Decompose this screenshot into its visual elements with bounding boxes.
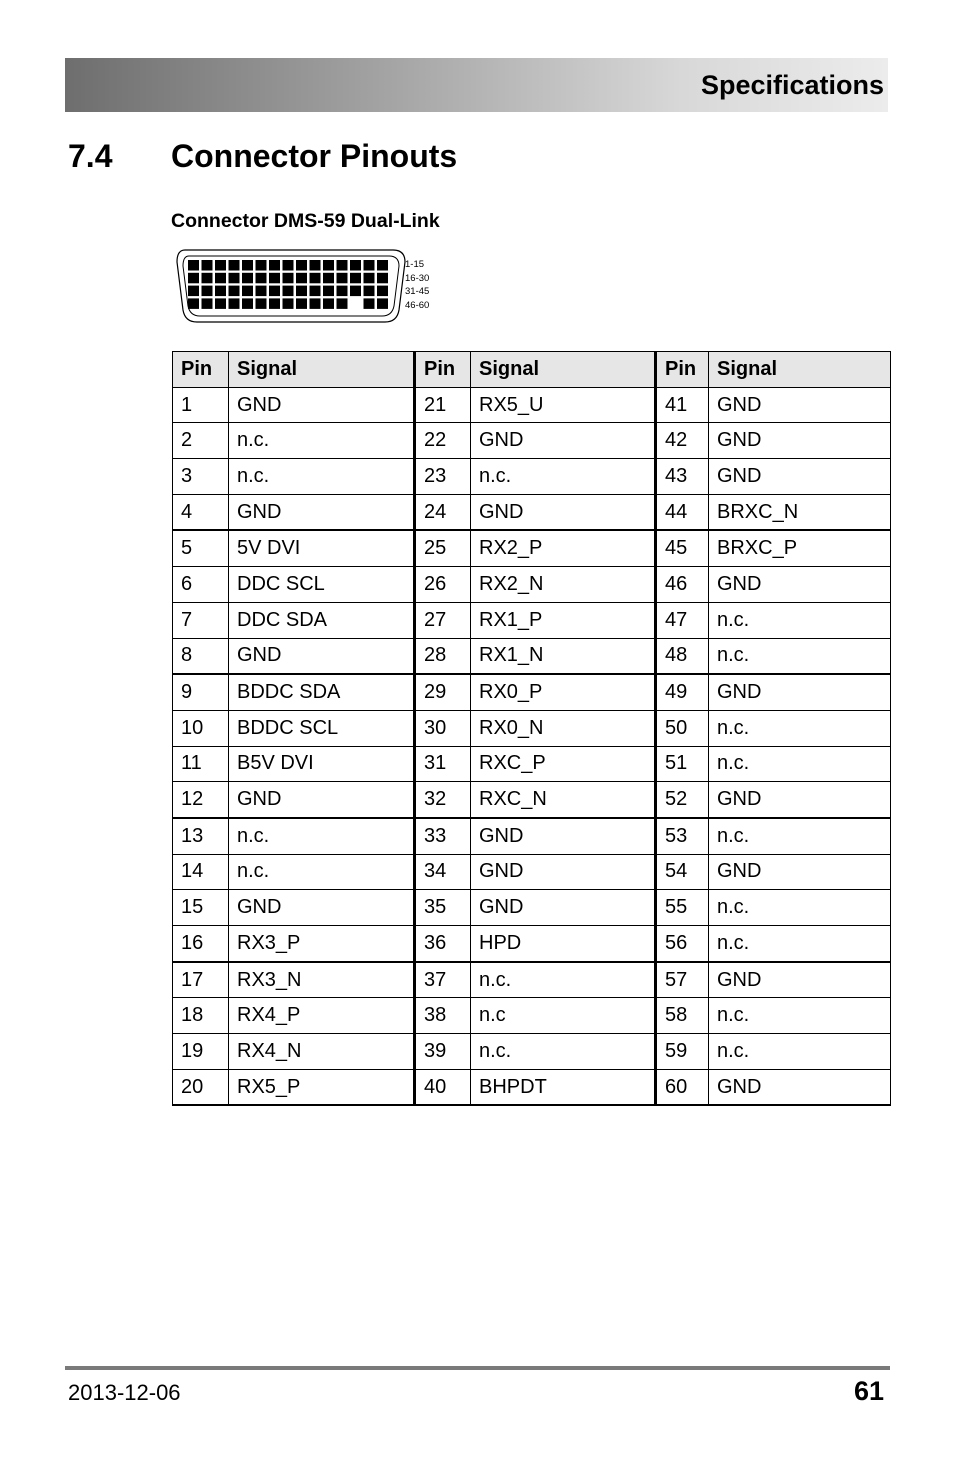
pin-number-cell: 22 xyxy=(415,423,471,459)
table-row xyxy=(173,962,891,998)
pin-number-cell: 52 xyxy=(656,782,709,818)
signal-cell: RX1_N xyxy=(471,638,656,674)
pin-number-cell: 46 xyxy=(656,567,709,603)
page-number: 61 xyxy=(853,1376,884,1406)
pin-number-cell: 30 xyxy=(415,710,471,746)
connector-pin xyxy=(337,298,348,309)
table-row xyxy=(173,602,891,638)
footer-divider xyxy=(65,1366,890,1370)
connector-pin xyxy=(269,298,280,309)
connector-pin xyxy=(242,260,253,271)
connector-pin xyxy=(310,260,321,271)
pin-number-cell: 57 xyxy=(656,962,709,998)
pin-number-cell: 26 xyxy=(415,567,471,603)
column-header: Pin xyxy=(415,352,471,388)
connector-pin xyxy=(202,260,213,271)
connector-pin xyxy=(229,298,240,309)
row-label: 16-30 xyxy=(405,272,430,284)
signal-cell: GND xyxy=(471,423,656,459)
signal-cell: BHPDT xyxy=(471,1069,656,1105)
table-row xyxy=(173,782,891,818)
signal-cell: n.c. xyxy=(709,746,891,782)
pin-number-cell: 45 xyxy=(656,530,709,566)
pin-number-cell: 37 xyxy=(415,962,471,998)
pin-number-cell: 29 xyxy=(415,674,471,710)
connector-pin xyxy=(310,286,321,297)
connector-pin xyxy=(202,298,213,309)
connector-pin xyxy=(377,286,388,297)
row-label: 46-60 xyxy=(405,299,430,311)
connector-pin xyxy=(188,298,199,309)
signal-cell: GND xyxy=(229,494,415,530)
connector-pin xyxy=(364,273,375,284)
column-header: Pin xyxy=(656,352,709,388)
pin-number-cell: 9 xyxy=(173,674,229,710)
connector-pin xyxy=(310,273,321,284)
pin-number-cell: 39 xyxy=(415,1034,471,1070)
signal-cell: GND xyxy=(709,674,891,710)
table-row xyxy=(173,1034,891,1070)
signal-cell: RX2_P xyxy=(471,530,656,566)
pin-number-cell: 13 xyxy=(173,818,229,854)
signal-cell: RX4_N xyxy=(229,1034,415,1070)
connector-pin xyxy=(229,260,240,271)
pin-number-cell: 47 xyxy=(656,602,709,638)
connector-pin xyxy=(337,273,348,284)
connector-pin xyxy=(283,260,294,271)
signal-cell: RX0_N xyxy=(471,710,656,746)
pin-number-cell: 41 xyxy=(656,387,709,423)
signal-cell: n.c. xyxy=(229,423,415,459)
signal-cell: RXC_N xyxy=(471,782,656,818)
pin-number-cell: 15 xyxy=(173,890,229,926)
pin-number-cell: 23 xyxy=(415,459,471,495)
pin-number-cell: 43 xyxy=(656,459,709,495)
signal-cell: n.c. xyxy=(709,926,891,962)
signal-cell: n.c. xyxy=(471,962,656,998)
connector-pin xyxy=(350,273,361,284)
connector-pin xyxy=(323,273,334,284)
table-row xyxy=(173,998,891,1034)
connector-pin xyxy=(215,273,226,284)
pin-number-cell: 60 xyxy=(656,1069,709,1105)
connector-pin xyxy=(337,260,348,271)
signal-cell: RX0_P xyxy=(471,674,656,710)
signal-cell: RX5_U xyxy=(471,387,656,423)
signal-cell: BRXC_N xyxy=(709,494,891,530)
signal-cell: n.c. xyxy=(709,998,891,1034)
signal-cell: n.c. xyxy=(709,890,891,926)
connector-pin xyxy=(229,273,240,284)
signal-cell: n.c. xyxy=(229,818,415,854)
pin-number-cell: 49 xyxy=(656,674,709,710)
pin-number-cell: 31 xyxy=(415,746,471,782)
connector-pin xyxy=(283,273,294,284)
pin-number-cell: 50 xyxy=(656,710,709,746)
connector-pin xyxy=(350,260,361,271)
table-row xyxy=(173,459,891,495)
pin-number-cell: 10 xyxy=(173,710,229,746)
signal-cell: n.c. xyxy=(471,459,656,495)
pin-number-cell: 55 xyxy=(656,890,709,926)
connector-pin xyxy=(377,273,388,284)
signal-cell: BDDC SDA xyxy=(229,674,415,710)
pin-number-cell: 16 xyxy=(173,926,229,962)
pin-number-cell: 8 xyxy=(173,638,229,674)
pin-number-cell: 7 xyxy=(173,602,229,638)
signal-cell: GND xyxy=(229,782,415,818)
connector-pin xyxy=(296,260,307,271)
connector-pin xyxy=(364,298,375,309)
table-row xyxy=(173,746,891,782)
signal-cell: RX2_N xyxy=(471,567,656,603)
table-row xyxy=(173,530,891,566)
connector-pin xyxy=(283,286,294,297)
signal-cell: HPD xyxy=(471,926,656,962)
pin-number-cell: 20 xyxy=(173,1069,229,1105)
signal-cell: RX4_P xyxy=(229,998,415,1034)
pin-number-cell: 27 xyxy=(415,602,471,638)
footer-date: 2013-12-06 xyxy=(68,1380,181,1405)
pin-number-cell: 5 xyxy=(173,530,229,566)
pin-number-cell: 56 xyxy=(656,926,709,962)
table-row xyxy=(173,567,891,603)
signal-cell: GND xyxy=(709,1069,891,1105)
signal-cell: n.c. xyxy=(709,638,891,674)
connector-pin xyxy=(269,273,280,284)
pin-number-cell: 54 xyxy=(656,854,709,890)
signal-cell: GND xyxy=(709,782,891,818)
pin-number-cell: 42 xyxy=(656,423,709,459)
signal-cell: n.c. xyxy=(709,710,891,746)
signal-cell: 5V DVI xyxy=(229,530,415,566)
connector-pin xyxy=(188,273,199,284)
connector-pin xyxy=(188,260,199,271)
signal-cell: B5V DVI xyxy=(229,746,415,782)
connector-pin xyxy=(296,286,307,297)
table-row xyxy=(173,1069,891,1105)
signal-cell: RX3_P xyxy=(229,926,415,962)
signal-cell: GND xyxy=(471,494,656,530)
table-row xyxy=(173,926,891,962)
pin-number-cell: 35 xyxy=(415,890,471,926)
pinout-table xyxy=(172,351,891,1106)
row-label: 31-45 xyxy=(405,286,430,297)
header-bar xyxy=(65,58,888,112)
pin-number-cell: 28 xyxy=(415,638,471,674)
pin-number-cell: 58 xyxy=(656,998,709,1034)
signal-cell: GND xyxy=(229,387,415,423)
column-header: Signal xyxy=(471,352,656,388)
pin-number-cell: 53 xyxy=(656,818,709,854)
connector-pin xyxy=(242,286,253,297)
table-row xyxy=(173,423,891,459)
pin-number-cell: 24 xyxy=(415,494,471,530)
connector-pin xyxy=(256,260,267,271)
table-row xyxy=(173,854,891,890)
connector-pin xyxy=(310,298,321,309)
section-title: Connector Pinouts xyxy=(171,138,458,174)
connector-pin xyxy=(283,298,294,309)
signal-cell: RX5_P xyxy=(229,1069,415,1105)
pin-number-cell: 12 xyxy=(173,782,229,818)
table-row xyxy=(173,638,891,674)
pin-number-cell: 18 xyxy=(173,998,229,1034)
pin-number-cell: 36 xyxy=(415,926,471,962)
connector-pin xyxy=(323,260,334,271)
table-row xyxy=(173,818,891,854)
signal-cell: GND xyxy=(709,962,891,998)
signal-cell: n.c. xyxy=(709,818,891,854)
dms59-connector-diagram xyxy=(171,248,411,324)
pin-number-cell: 33 xyxy=(415,818,471,854)
signal-cell: n.c xyxy=(471,998,656,1034)
connector-pin xyxy=(364,260,375,271)
table-header-row xyxy=(173,352,891,388)
signal-cell: GND xyxy=(709,387,891,423)
signal-cell: n.c. xyxy=(229,459,415,495)
signal-cell: n.c. xyxy=(471,1034,656,1070)
pin-number-cell: 25 xyxy=(415,530,471,566)
signal-cell: n.c. xyxy=(709,602,891,638)
connector-pin xyxy=(229,286,240,297)
connector-pin xyxy=(256,298,267,309)
connector-pin xyxy=(377,298,388,309)
connector-pin xyxy=(215,260,226,271)
pin-number-cell: 14 xyxy=(173,854,229,890)
table-row xyxy=(173,387,891,423)
signal-cell: DDC SCL xyxy=(229,567,415,603)
connector-pin xyxy=(202,273,213,284)
signal-cell: GND xyxy=(229,890,415,926)
signal-cell: DDC SDA xyxy=(229,602,415,638)
pin-number-cell: 34 xyxy=(415,854,471,890)
signal-cell: n.c. xyxy=(709,1034,891,1070)
connector-pin xyxy=(296,273,307,284)
connector-pin xyxy=(256,273,267,284)
pin-number-cell: 1 xyxy=(173,387,229,423)
pin-number-cell: 38 xyxy=(415,998,471,1034)
column-header: Signal xyxy=(709,352,891,388)
header-title: Specifications xyxy=(700,70,884,100)
signal-cell: RX1_P xyxy=(471,602,656,638)
signal-cell: GND xyxy=(709,459,891,495)
signal-cell: GND xyxy=(471,818,656,854)
pin-number-cell: 6 xyxy=(173,567,229,603)
connector-pin xyxy=(215,286,226,297)
pin-number-cell: 59 xyxy=(656,1034,709,1070)
pin-number-cell: 44 xyxy=(656,494,709,530)
section-number: 7.4 xyxy=(68,138,113,174)
connector-pin xyxy=(215,298,226,309)
table-row xyxy=(173,494,891,530)
signal-cell: n.c. xyxy=(229,854,415,890)
connector-pin xyxy=(377,260,388,271)
signal-cell: GND xyxy=(471,854,656,890)
section-heading xyxy=(68,138,457,175)
connector-pin xyxy=(242,273,253,284)
connector-pin xyxy=(202,286,213,297)
signal-cell: RXC_P xyxy=(471,746,656,782)
signal-cell: GND xyxy=(709,854,891,890)
pin-number-cell: 19 xyxy=(173,1034,229,1070)
connector-pin xyxy=(188,286,199,297)
connector-pin xyxy=(323,298,334,309)
row-label: 1-15 xyxy=(405,259,425,270)
connector-pin xyxy=(269,260,280,271)
table-row xyxy=(173,674,891,710)
signal-cell: BRXC_P xyxy=(709,530,891,566)
connector-pin xyxy=(350,286,361,297)
pin-number-cell: 51 xyxy=(656,746,709,782)
pin-number-cell: 3 xyxy=(173,459,229,495)
pin-number-cell: 2 xyxy=(173,423,229,459)
pin-number-cell: 48 xyxy=(656,638,709,674)
pin-number-cell: 11 xyxy=(173,746,229,782)
pin-number-cell: 40 xyxy=(415,1069,471,1105)
connector-title: Connector DMS-59 Dual-Link xyxy=(171,210,440,232)
column-header: Signal xyxy=(229,352,415,388)
pin-number-cell: 17 xyxy=(173,962,229,998)
signal-cell: GND xyxy=(471,890,656,926)
signal-cell: GND xyxy=(709,567,891,603)
connector-pin xyxy=(256,286,267,297)
connector-pin xyxy=(323,286,334,297)
column-header: Pin xyxy=(173,352,229,388)
connector-pin xyxy=(242,298,253,309)
signal-cell: GND xyxy=(229,638,415,674)
signal-cell: RX3_N xyxy=(229,962,415,998)
signal-cell: BDDC SCL xyxy=(229,710,415,746)
table-row xyxy=(173,710,891,746)
table-row xyxy=(173,890,891,926)
connector-pin xyxy=(364,286,375,297)
pin-number-cell: 32 xyxy=(415,782,471,818)
connector-pin xyxy=(337,286,348,297)
pin-number-cell: 4 xyxy=(173,494,229,530)
signal-cell: GND xyxy=(709,423,891,459)
pin-number-cell: 21 xyxy=(415,387,471,423)
connector-row-labels xyxy=(405,258,429,312)
connector-pin xyxy=(269,286,280,297)
connector-pin xyxy=(296,298,307,309)
